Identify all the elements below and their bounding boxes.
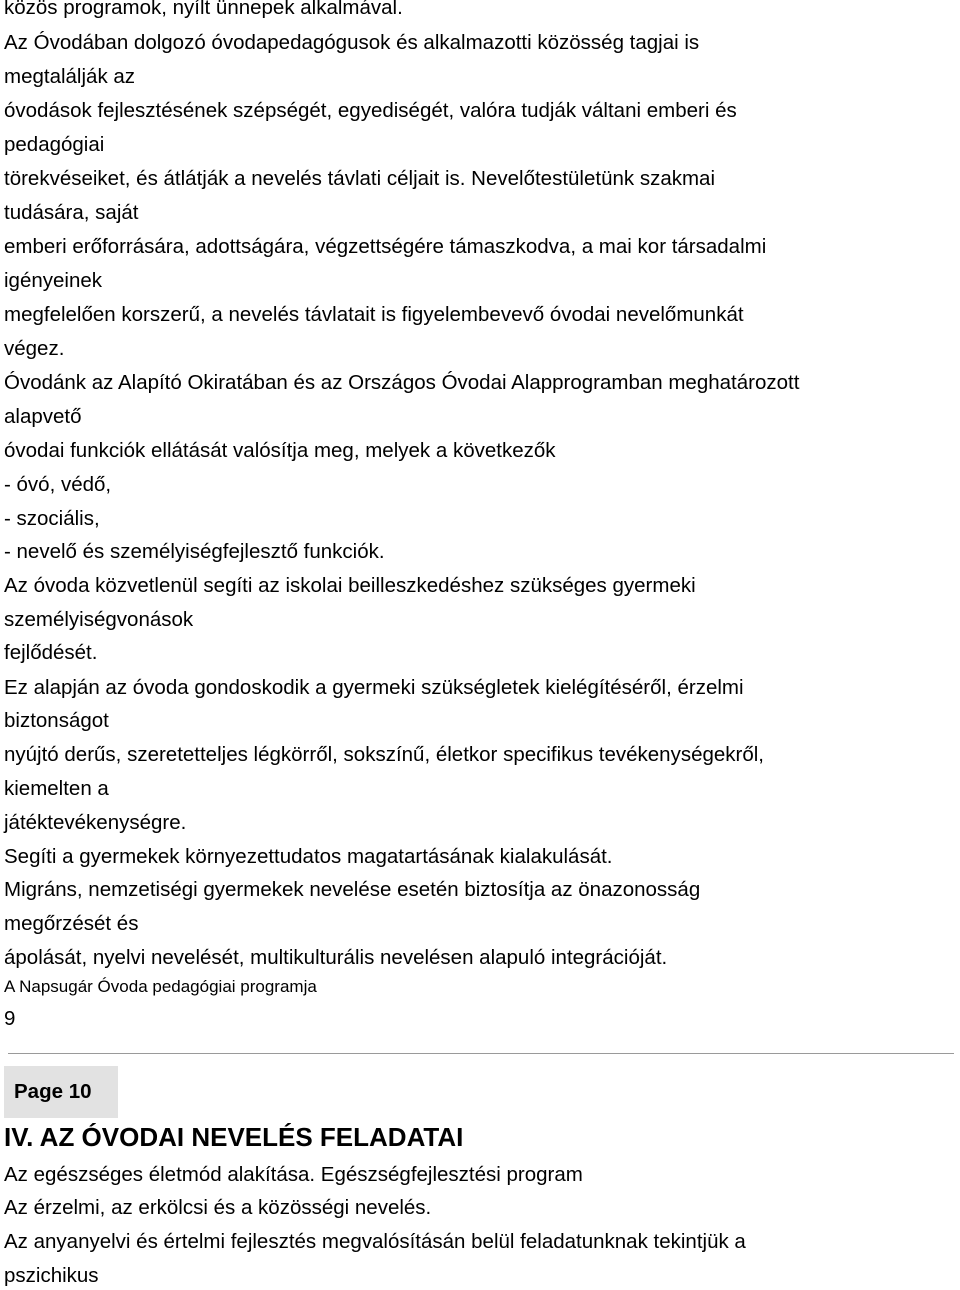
body-text-line: megfelelően korszerű, a nevelés távlatait is figyelembevevő óvodai nevelőmunkát bbox=[4, 303, 744, 326]
body-text-line: fejlődését. bbox=[4, 641, 98, 664]
body-text-line: alapvető bbox=[4, 405, 82, 428]
body-text-line: megőrzését és bbox=[4, 912, 139, 935]
body-text-line: kiemelten a bbox=[4, 777, 109, 800]
body-text-line: - óvó, védő, bbox=[4, 473, 112, 496]
body-text-line: pedagógiai bbox=[4, 133, 105, 156]
page-footer-title: A Napsugár Óvoda pedagógiai programja bbox=[4, 977, 317, 996]
body-text-line: - nevelő és személyiségfejlesztő funkciók. bbox=[4, 540, 385, 563]
body-text-line: megtalálják az bbox=[4, 65, 136, 88]
page-number-badge: Page 10 bbox=[4, 1066, 118, 1118]
body-text-line: biztonságot bbox=[4, 709, 109, 732]
body-text-line: személyiségvonások bbox=[4, 608, 194, 631]
body-text-line: Az Óvodában dolgozó óvodapedagógusok és alkalmazotti közösség tagjai is bbox=[4, 31, 700, 54]
body-text-line: Óvodánk az Alapító Okiratában és az Országos Óvodai Alapprogramban meghatározott bbox=[4, 371, 800, 394]
section-text-line: Az érzelmi, az erkölcsi és a közösségi nevelés. bbox=[4, 1196, 432, 1219]
body-text-line: - szociális, bbox=[4, 507, 100, 530]
body-text-line: közös programok, nyílt ünnepek alkalmával. bbox=[4, 0, 403, 19]
page-separator bbox=[8, 1053, 954, 1054]
page-footer-number: 9 bbox=[4, 1007, 16, 1030]
body-text-line: emberi erőforrására, adottságára, végzettségére támaszkodva, a mai kor társadalmi bbox=[4, 235, 767, 258]
section-text-line: Az egészséges életmód alakítása. Egészségfejlesztési program bbox=[4, 1163, 583, 1186]
section-text-line: Az anyanyelvi és értelmi fejlesztés megvalósításán belül feladatunknak tekintjük a bbox=[4, 1230, 746, 1253]
body-text-line: tudására, saját bbox=[4, 201, 139, 224]
body-text-line: ápolását, nyelvi nevelését, multikulturális nevelésen alapuló integrációját. bbox=[4, 946, 668, 969]
body-text-line: óvodai funkciók ellátását valósítja meg, melyek a következők bbox=[4, 439, 556, 462]
body-text-line: Az óvoda közvetlenül segíti az iskolai beilleszkedéshez szükséges gyermeki bbox=[4, 574, 696, 597]
body-text-line: Migráns, nemzetiségi gyermekek nevelése esetén biztosítja az önazonosság bbox=[4, 878, 701, 901]
body-text-line: végez. bbox=[4, 337, 65, 360]
body-text-line: nyújtó derűs, szeretetteljes légkörről, sokszínű, életkor specifikus tevékenységekről, bbox=[4, 743, 765, 766]
body-text-line: igényeinek bbox=[4, 269, 103, 292]
section-text-line: pszichikus bbox=[4, 1264, 99, 1287]
body-text-line: óvodások fejlesztésének szépségét, egyediségét, valóra tudják váltani emberi és bbox=[4, 99, 737, 122]
section-heading: IV. AZ ÓVODAI NEVELÉS FELADATAI bbox=[4, 1122, 464, 1152]
body-text-line: Segíti a gyermekek környezettudatos magatartásának kialakulását. bbox=[4, 845, 613, 868]
body-text-line: játéktevékenységre. bbox=[4, 811, 187, 834]
body-text-line: törekvéseiket, és átlátják a nevelés távlati céljait is. Nevelőtestületünk szakmai bbox=[4, 167, 716, 190]
body-text-line: Ez alapján az óvoda gondoskodik a gyermeki szükségletek kielégítéséről, érzelmi bbox=[4, 676, 744, 699]
